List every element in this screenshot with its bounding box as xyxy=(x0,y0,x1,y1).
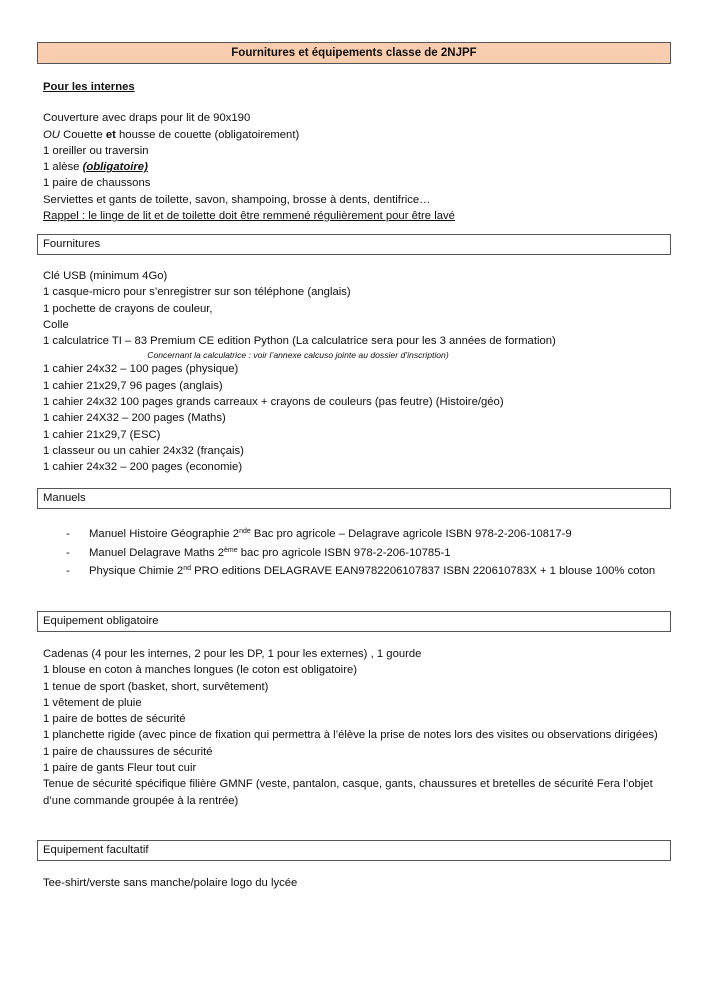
fournitures-list xyxy=(43,268,673,476)
list-item: 1 blouse en coton à manches longues (le coton est obligatoire) xyxy=(43,664,358,677)
facultatif-list xyxy=(43,875,673,891)
internes-rappel: Rappel : le linge de lit et de toilette doit être remmené régulièrement pour être lavé xyxy=(43,210,455,223)
list-item: Clé USB (minimum 4Go) xyxy=(43,270,168,282)
internes-line-6: Serviettes et gants de toilette, savon, shampoing, brosse à dents, dentifrice… xyxy=(43,193,431,206)
fournitures-heading: Fournitures xyxy=(37,234,671,255)
list-item: 1 pochette de crayons de couleur, xyxy=(43,302,213,315)
ou-label: OU xyxy=(43,128,60,141)
list-item: 1 paire de bottes de sécurité xyxy=(43,713,186,726)
list-item: 1 paire de gants Fleur tout cuir xyxy=(43,762,197,775)
list-item: 1 calculatrice TI – 83 Premium CE edition Python (La calculatrice sera pour les 3 années de formation) xyxy=(43,335,556,348)
list-item: 1 paire de chaussures de sécurité xyxy=(43,745,213,758)
manuel-item: - Manuel Histoire Géographie 2nde Bac pro agricole – Delagrave agricole ISBN 978-2-206-10817-9 xyxy=(66,528,572,540)
list-item: Colle xyxy=(43,318,69,331)
internes-heading: Pour les internes xyxy=(43,81,135,93)
list-item: 1 cahier 24X32 – 200 pages (Maths) xyxy=(43,412,226,425)
internes-line-1: Couverture avec draps pour lit de 90x190 xyxy=(43,112,251,125)
calculatrice-note: Concernant la calculatrice : voir l’annexe calcuso jointe au dossier d’inscription) xyxy=(147,350,449,361)
manuel-item: - Manuel Delagrave Maths 2ème bac pro agricole ISBN 978-2-206-10785-1 xyxy=(66,546,451,559)
list-item: 1 cahier 21x29,7 (ESC) xyxy=(43,428,161,441)
list-item: Tenue de sécurité spécifique filière GMNF (veste, pantalon, casque, gants, chaussures et bretelles de sécurité Fera l’objet d’une commande groupée à la rentrée) xyxy=(43,778,653,807)
list-item: 1 planchette rigide (avec pince de fixation qui permettra à l’élève la prise de notes lors des visites ou observations dirigées) xyxy=(43,729,658,742)
list-item: 1 cahier 24x32 – 100 pages (physique) xyxy=(43,363,239,376)
manuels-heading: Manuels xyxy=(37,488,671,509)
list-item: 1 vêtement de pluie xyxy=(43,696,142,709)
manuel-item: - Physique Chimie 2nd PRO editions DELAGRAVE EAN9782206107837 ISBN 220610783X + 1 blouse 100% coton xyxy=(66,565,656,577)
internes-line-3: 1 oreiller ou traversin xyxy=(43,144,149,157)
list-item: 1 classeur ou un cahier 24x32 (français) xyxy=(43,444,244,457)
list-item: Cadenas (4 pour les internes, 2 pour les DP, 1 pour les externes) , 1 gourde xyxy=(43,648,422,660)
internes-section xyxy=(43,79,673,224)
list-item: 1 cahier 21x29,7 96 pages (anglais) xyxy=(43,379,223,392)
internes-line-2: OU Couette et housse de couette (obligatoirement) xyxy=(43,128,300,141)
equipement-facultatif-heading: Equipement facultatif xyxy=(37,840,671,861)
list-item: 1 tenue de sport (basket, short, survêtement) xyxy=(43,680,269,693)
list-item: Tee-shirt/verste sans manche/polaire logo du lycée xyxy=(43,877,298,889)
page-title: Fournitures et équipements classe de 2NJPF xyxy=(37,42,671,64)
internes-line-5: 1 paire de chaussons xyxy=(43,177,151,190)
manuels-list xyxy=(66,526,656,582)
list-item: 1 casque-micro pour s’enregistrer sur son téléphone (anglais) xyxy=(43,286,351,299)
equipement-obligatoire-heading: Equipement obligatoire xyxy=(37,611,671,632)
list-item: 1 cahier 24x32 – 200 pages (economie) xyxy=(43,461,243,474)
internes-line-4: 1 alèse (obligatoire) xyxy=(43,161,148,174)
list-item: 1 cahier 24x32 100 pages grands carreaux + crayons de couleurs (pas feutre) (Histoire/géo) xyxy=(43,396,504,409)
obligatoire-label: (obligatoire) xyxy=(82,161,148,174)
equipement-list xyxy=(43,646,663,809)
